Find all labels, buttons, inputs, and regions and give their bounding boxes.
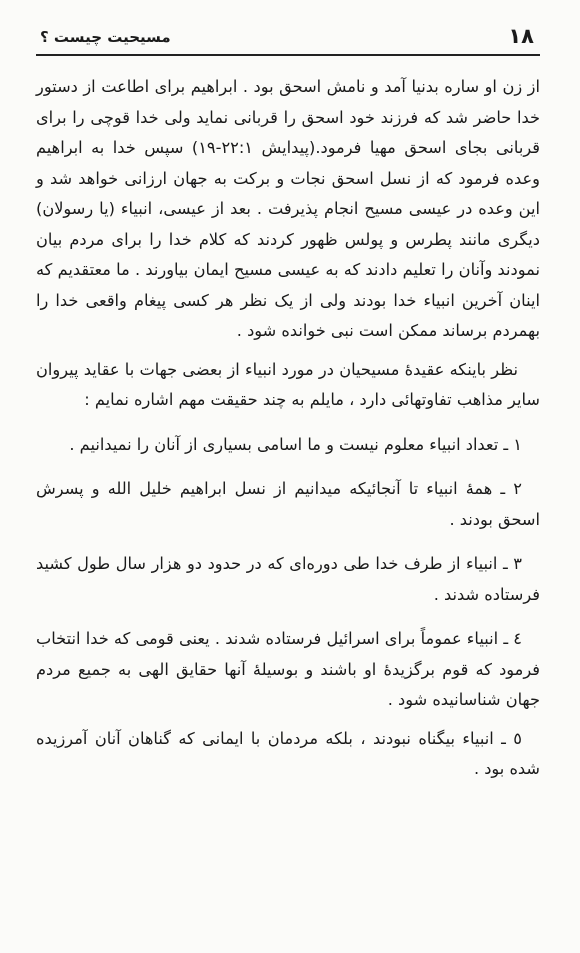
spacer	[36, 716, 540, 724]
paragraph-2: نظر باینکه عقیدهٔ مسیحیان در مورد انبیاء از بعضی جهات با عقاید پیروان سایر مذاهب تفاوتهائی دارد ، مایلم به چند حقیقت مهم اشاره نمایم :	[36, 359, 540, 409]
paragraph-1: از زن او ساره بدنیا آمد و نامش اسحق بود . ابراهیم برای اطاعت از دستور خدا حاضر شد که فرزند خود اسحق را قربانی نماید ولی خدا قوچی را برای قربانی بجای اسحق مهیا فرمود.(پیدایش ۲۲:۱-۱۹) سپس خدا به ابراهیم وعده فرمود که از نسل اسحق نجات و برکت به جهان ارزانی خواهد شد و این وعده در عیسی مسیح انجام پذیرفت . بعد از عیسی، انبیاء (یا رسولان) دیگری مانند پطرس و پولس ظهور کردند که کلام خدا را برای مردم بیان نمودند وآنان را تعلیم دادند که به عیسی مسیح ایمان بیاورند . ما معتقدیم که اینان آخرین انبیاء خدا بودند ولی از یک نظر هر کسی پیغام واقعی خدا را بهمردم برساند ممکن است نبی خوانده شود .	[36, 77, 541, 340]
list-item-4: ٤ ـ انبیاء عموماً برای اسرائیل فرستاده شدند . یعنی قومی که خدا انتخاب فرمود که قوم برگزیدهٔ او باشند و بوسیلهٔ آنها حقایق الهی به جمیع مردم جهان شناسانیده شود .	[36, 629, 540, 709]
spacer	[36, 460, 540, 474]
spacer	[36, 347, 540, 355]
spacer	[36, 610, 540, 624]
page-header	[36, 24, 540, 56]
list-item-2: ۲ ـ همهٔ انبیاء تا آنجائیکه میدانیم از نسل ابراهیم خلیل الله و پسرش اسحق بودند .	[36, 479, 540, 529]
list-item-5: ٥ ـ انبیاء بیگناه نبودند ، بلکه مردمان با ایمانی که گناهان آنان آمرزیده شده بود .	[36, 728, 540, 778]
list-item-3: ۳ ـ انبیاء از طرف خدا طی دوره‌ای که در حدود دو هزار سال طول کشید فرستاده شدند .	[36, 554, 540, 604]
spacer	[36, 535, 540, 549]
spacer	[36, 416, 540, 430]
running-title: مسیحیت چیست ؟	[40, 28, 171, 46]
page-content	[36, 72, 540, 785]
page-number: ۱۸	[508, 24, 534, 48]
list-item-1: ۱ ـ تعداد انبیاء معلوم نیست و ما اسامی بسیاری از آنان را نمیدانیم .	[69, 434, 522, 454]
